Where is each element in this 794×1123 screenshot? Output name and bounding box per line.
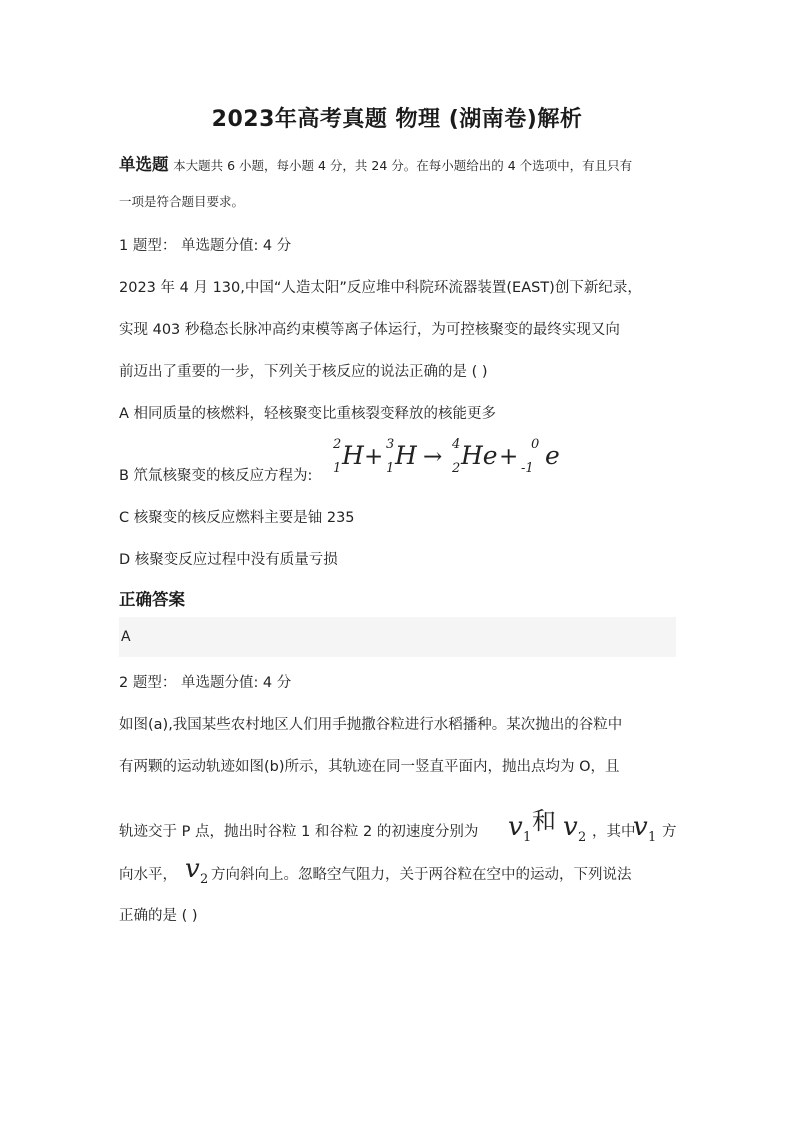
he-symbol: He bbox=[461, 441, 498, 470]
and-character: 和 bbox=[532, 807, 556, 835]
question-2-text-line5: 正确的是 ( ) bbox=[119, 908, 198, 924]
plus-sign: + bbox=[364, 444, 384, 470]
option-a: A 相同质量的核燃料，轻核聚变比重核裂变释放的核能更多 bbox=[119, 406, 497, 422]
v1-letter: v bbox=[508, 812, 523, 842]
answer-box bbox=[119, 617, 676, 657]
fusion-equation bbox=[326, 432, 571, 478]
option-b: B 笊氚核聚变的核反应方程为: bbox=[119, 468, 313, 484]
v1-subscript: 1 bbox=[648, 830, 657, 845]
section-intro bbox=[119, 151, 632, 175]
question-2-text-line4-end: 方向斜向上。忽略空气阻力，关于两谷粒在空中的运动，下列说法 bbox=[211, 867, 632, 883]
v1-subscript: 1 bbox=[523, 830, 532, 845]
he-mass-number: 4 bbox=[452, 437, 461, 452]
question-2-text-line3-start: 轨迹交于 P 点，抛出时谷粒 1 和谷粒 2 的初速度分别为 bbox=[119, 824, 479, 840]
section-description: 本大题共 6 小题，每小题 4 分，共 24 分。在每小题给出的 4 个选项中，有且只有 bbox=[173, 158, 633, 173]
question-2-header: 2 题型： 单选题分值: 4 分 bbox=[119, 675, 292, 691]
option-c: C 核聚变的核反应燃料主要是铀 235 bbox=[119, 510, 355, 526]
question-1-text-line2: 实现 403 秒稳态长脉冲高约束模等离子体运行，为可控核聚变的最终实现又向 bbox=[119, 322, 620, 338]
answer-heading: 正确答案 bbox=[119, 590, 185, 609]
plus-sign: + bbox=[499, 444, 519, 470]
question-2-text-line3-end: 方 bbox=[662, 824, 677, 840]
option-d: D 核聚变反应过程中没有质量亏损 bbox=[119, 552, 338, 568]
h3-mass-number: 3 bbox=[386, 437, 395, 452]
question-1-header: 1 题型： 单选题分值: 4 分 bbox=[119, 238, 292, 254]
e-mass-number: 0 bbox=[531, 437, 540, 452]
h2-mass-number: 2 bbox=[333, 437, 342, 452]
question-1-text-line1: 2023 年 4 月 130,中国“人造太阳”反应堆中科院环流器装置(EAST)创下新纪录， bbox=[119, 280, 642, 296]
v2-letter: v bbox=[185, 854, 200, 884]
section-description-cont: 一项是符合题目要求。 bbox=[119, 194, 245, 209]
question-2-text-line1: 如图(a),我国某些农村地区人们用手抛撒谷粒进行水稻播种。某次抛出的谷粒中 bbox=[119, 717, 623, 733]
e-symbol: e bbox=[545, 441, 560, 470]
h3-symbol: H bbox=[395, 441, 417, 470]
h2-symbol: H bbox=[342, 441, 364, 470]
he-charge-number: 2 bbox=[452, 461, 461, 476]
h3-charge-number: 1 bbox=[386, 461, 395, 476]
question-2-text-line4-start: 向水平， bbox=[119, 867, 177, 883]
v2-subscript: 2 bbox=[200, 872, 209, 887]
velocity-v1 bbox=[632, 801, 666, 847]
e-charge-number: -1 bbox=[521, 461, 534, 476]
question-2-text-line3-mid: ，其中 bbox=[592, 824, 636, 840]
v1-letter: v bbox=[633, 812, 648, 842]
page-title: 2023年高考真题 物理 (湖南卷)解析 bbox=[211, 107, 583, 132]
question-2-text-line2: 有两颗的运动轨迹如图(b)所示，其轨迹在同一竖直平面内，抛出点均为 O，且 bbox=[119, 759, 620, 775]
v2-subscript: 2 bbox=[578, 830, 587, 845]
h2-charge-number: 1 bbox=[333, 461, 342, 476]
question-1-text-line3: 前迈出了重要的一步，下列关于核反应的说法正确的是 ( ) bbox=[119, 364, 488, 380]
arrow-icon: → bbox=[423, 444, 443, 470]
v2-letter: v bbox=[563, 812, 578, 842]
velocity-v1-and-v2 bbox=[506, 801, 598, 847]
section-heading: 单选题 bbox=[119, 155, 169, 174]
answer-value: A bbox=[121, 629, 131, 645]
